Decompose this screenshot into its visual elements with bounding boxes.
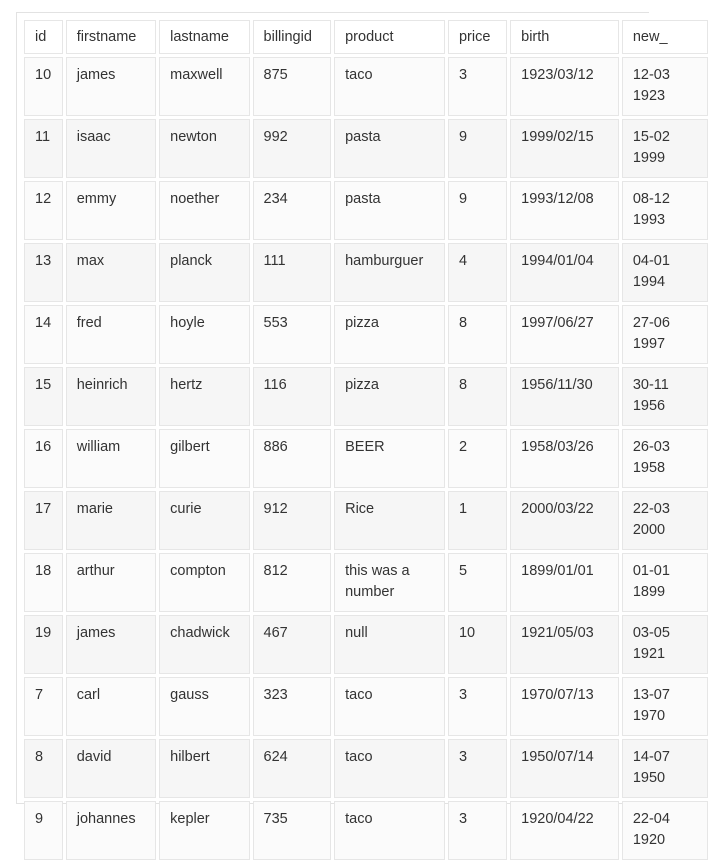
cell-product: null	[334, 615, 445, 674]
cell-lastname: compton	[159, 553, 249, 612]
cell-product: hamburguer	[334, 243, 445, 302]
cell-birth: 1970/07/13	[510, 677, 619, 736]
table-row	[24, 429, 708, 488]
cell-new-line2: 1999	[632, 150, 666, 166]
cell-id: 18	[24, 553, 63, 612]
cell-id: 11	[24, 119, 63, 178]
cell-new-line2: 1994	[632, 274, 666, 290]
cell-id: 9	[24, 801, 63, 860]
cell-product: taco	[334, 801, 445, 860]
cell-firstname: emmy	[66, 181, 156, 240]
cell-price: 4	[448, 243, 507, 302]
cell-birth: 1950/07/14	[510, 739, 619, 798]
cell-firstname: carl	[66, 677, 156, 736]
column-header-birth: birth	[510, 20, 619, 54]
cell-price: 3	[448, 739, 507, 798]
cell-new-line1: 30-11	[632, 377, 669, 393]
cell-lastname: hilbert	[159, 739, 249, 798]
cell-billingid: 735	[253, 801, 332, 860]
cell-new-line2: 2000	[632, 522, 666, 538]
cell-billingid: 234	[253, 181, 332, 240]
cell-price: 9	[448, 181, 507, 240]
cell-id: 8	[24, 739, 63, 798]
cell-id: 15	[24, 367, 63, 426]
cell-lastname: chadwick	[159, 615, 249, 674]
table-row	[24, 57, 708, 116]
cell-firstname: heinrich	[66, 367, 156, 426]
cell-firstname: arthur	[66, 553, 156, 612]
cell-new	[622, 491, 708, 550]
cell-billingid: 624	[253, 739, 332, 798]
table-row	[24, 119, 708, 178]
column-header-firstname: firstname	[66, 20, 156, 54]
cell-price: 3	[448, 57, 507, 116]
cell-new-line2: 1921	[632, 646, 666, 662]
cell-billingid: 553	[253, 305, 332, 364]
cell-billingid: 812	[253, 553, 332, 612]
cell-new-line1: 22-04	[632, 811, 670, 827]
cell-lastname: kepler	[159, 801, 249, 860]
cell-billingid: 111	[253, 243, 332, 302]
cell-new-line1: 27-06	[632, 315, 670, 331]
cell-new-line1: 12-03	[632, 67, 670, 83]
cell-new	[622, 243, 708, 302]
cell-new-line2: 1970	[632, 708, 666, 724]
cell-firstname: james	[66, 615, 156, 674]
column-header-lastname: lastname	[159, 20, 249, 54]
table-header	[24, 20, 708, 54]
cell-firstname: fred	[66, 305, 156, 364]
cell-lastname: curie	[159, 491, 249, 550]
cell-id: 12	[24, 181, 63, 240]
cell-lastname: planck	[159, 243, 249, 302]
cell-product: pizza	[334, 305, 445, 364]
cell-billingid: 875	[253, 57, 332, 116]
cell-new-line2: 1920	[632, 832, 666, 848]
cell-firstname: johannes	[66, 801, 156, 860]
cell-id: 10	[24, 57, 63, 116]
cell-new-line2: 1956	[632, 398, 666, 414]
column-header-billingid: billingid	[253, 20, 332, 54]
header-row	[24, 20, 708, 54]
data-table-viewport[interactable]	[16, 12, 670, 848]
cell-new	[622, 553, 708, 612]
cell-price: 3	[448, 801, 507, 860]
cell-billingid: 467	[253, 615, 332, 674]
data-table	[21, 17, 711, 863]
cell-new	[622, 181, 708, 240]
cell-lastname: noether	[159, 181, 249, 240]
cell-new-line1: 01-01	[632, 563, 670, 579]
cell-lastname: hoyle	[159, 305, 249, 364]
cell-birth: 1921/05/03	[510, 615, 619, 674]
cell-new-line1: 22-03	[632, 501, 670, 517]
table-body	[24, 57, 708, 860]
table-row	[24, 367, 708, 426]
cell-billingid: 912	[253, 491, 332, 550]
cell-id: 17	[24, 491, 63, 550]
column-header-new: new_	[622, 20, 708, 54]
cell-new-line2: 1950	[632, 770, 666, 786]
cell-product: Rice	[334, 491, 445, 550]
cell-new-line1: 15-02	[632, 129, 670, 145]
cell-price: 8	[448, 367, 507, 426]
cell-price: 5	[448, 553, 507, 612]
table-row	[24, 615, 708, 674]
cell-birth: 1997/06/27	[510, 305, 619, 364]
cell-product: taco	[334, 739, 445, 798]
cell-product: taco	[334, 677, 445, 736]
cell-birth: 1993/12/08	[510, 181, 619, 240]
cell-firstname: david	[66, 739, 156, 798]
cell-id: 16	[24, 429, 63, 488]
cell-product: this was a number	[334, 553, 445, 612]
cell-new	[622, 739, 708, 798]
cell-billingid: 116	[253, 367, 332, 426]
cell-new-line1: 03-05	[632, 625, 670, 641]
table-row	[24, 739, 708, 798]
cell-new-line2: 1997	[632, 336, 666, 352]
column-header-id: id	[24, 20, 63, 54]
table-row	[24, 305, 708, 364]
cell-birth: 1994/01/04	[510, 243, 619, 302]
cell-firstname: james	[66, 57, 156, 116]
table-row	[24, 181, 708, 240]
cell-firstname: william	[66, 429, 156, 488]
cell-firstname: marie	[66, 491, 156, 550]
cell-new-line1: 26-03	[632, 439, 670, 455]
table-row	[24, 553, 708, 612]
cell-product: pizza	[334, 367, 445, 426]
cell-new-line1: 13-07	[632, 687, 670, 703]
cell-product: taco	[334, 57, 445, 116]
table-row	[24, 801, 708, 860]
table-row	[24, 677, 708, 736]
cell-birth: 1956/11/30	[510, 367, 619, 426]
cell-birth: 1923/03/12	[510, 57, 619, 116]
column-header-product: product	[334, 20, 445, 54]
cell-new	[622, 367, 708, 426]
cell-product: pasta	[334, 119, 445, 178]
cell-birth: 1958/03/26	[510, 429, 619, 488]
cell-id: 7	[24, 677, 63, 736]
cell-billingid: 992	[253, 119, 332, 178]
cell-new	[622, 801, 708, 860]
cell-new-line2: 1958	[632, 460, 666, 476]
cell-lastname: gauss	[159, 677, 249, 736]
cell-new	[622, 677, 708, 736]
cell-product: pasta	[334, 181, 445, 240]
cell-id: 19	[24, 615, 63, 674]
cell-new-line1: 08-12	[632, 191, 670, 207]
cell-lastname: gilbert	[159, 429, 249, 488]
cell-birth: 1999/02/15	[510, 119, 619, 178]
cell-price: 8	[448, 305, 507, 364]
cell-new-line1: 04-01	[632, 253, 670, 269]
cell-id: 14	[24, 305, 63, 364]
cell-new-line2: 1993	[632, 212, 666, 228]
table-row	[24, 243, 708, 302]
cell-lastname: newton	[159, 119, 249, 178]
cell-lastname: maxwell	[159, 57, 249, 116]
cell-birth: 1899/01/01	[510, 553, 619, 612]
cell-price: 9	[448, 119, 507, 178]
cell-billingid: 886	[253, 429, 332, 488]
cell-new-line1: 14-07	[632, 749, 670, 765]
cell-new-line2: 1923	[632, 88, 666, 104]
cell-price: 3	[448, 677, 507, 736]
cell-price: 10	[448, 615, 507, 674]
cell-firstname: max	[66, 243, 156, 302]
column-header-price: price	[448, 20, 507, 54]
cell-new	[622, 429, 708, 488]
cell-birth: 2000/03/22	[510, 491, 619, 550]
cell-lastname: hertz	[159, 367, 249, 426]
cell-new	[622, 57, 708, 116]
cell-billingid: 323	[253, 677, 332, 736]
cell-price: 2	[448, 429, 507, 488]
cell-price: 1	[448, 491, 507, 550]
cell-new	[622, 119, 708, 178]
cell-firstname: isaac	[66, 119, 156, 178]
cell-product: BEER	[334, 429, 445, 488]
cell-id: 13	[24, 243, 63, 302]
cell-new	[622, 305, 708, 364]
table-row	[24, 491, 708, 550]
cell-new	[622, 615, 708, 674]
cell-new-line2: 1899	[632, 584, 666, 600]
cell-birth: 1920/04/22	[510, 801, 619, 860]
